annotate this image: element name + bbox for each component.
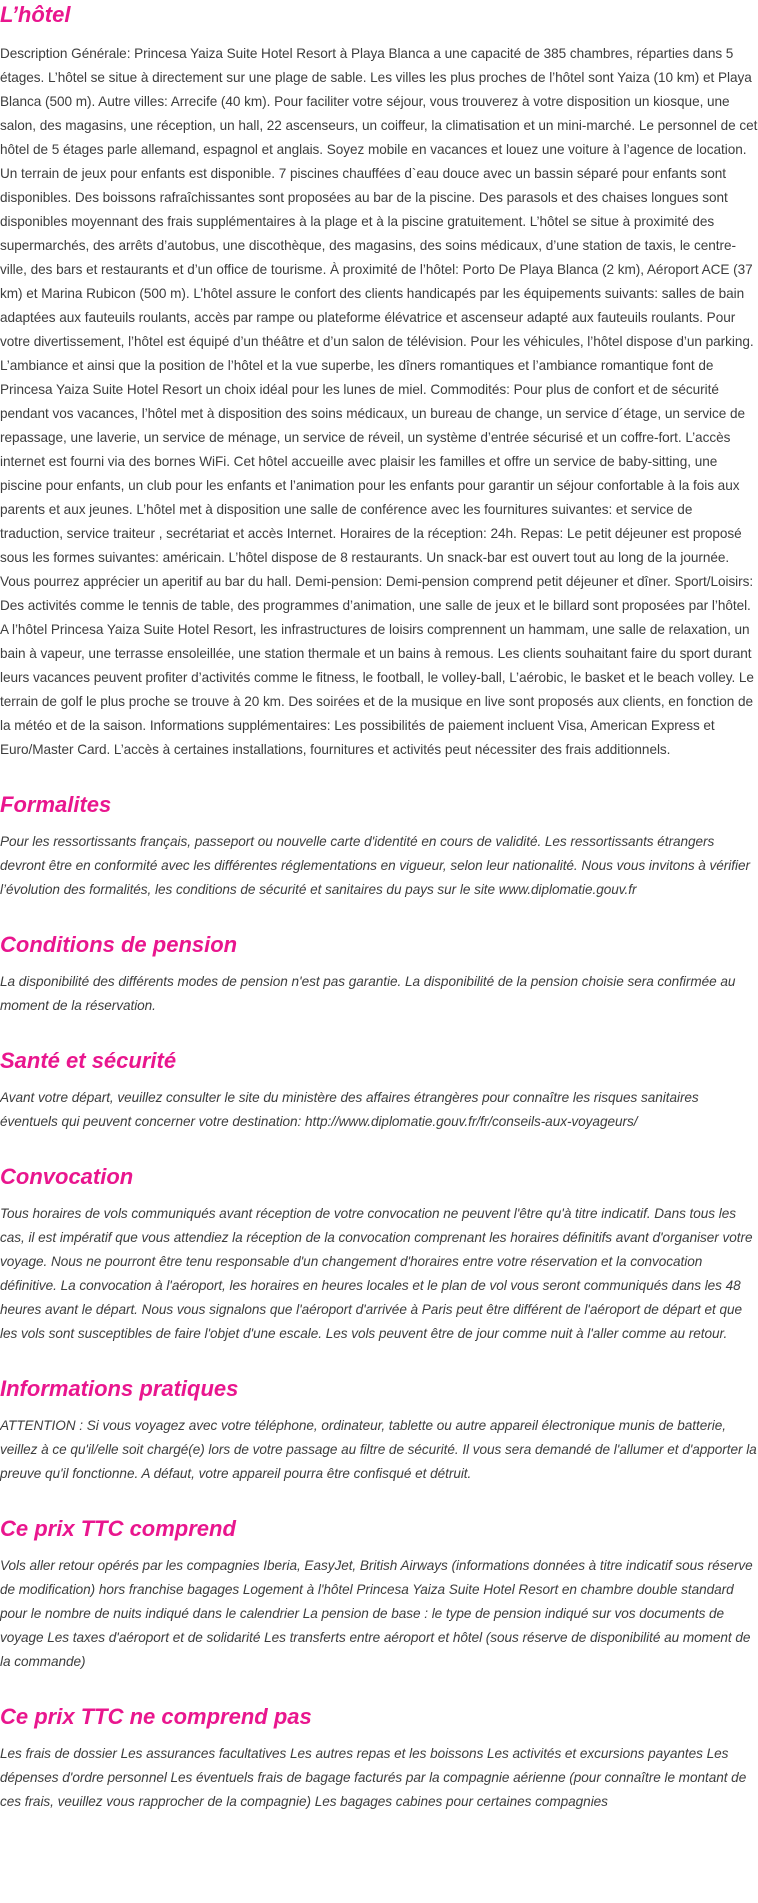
- section-body: ATTENTION : Si vous voyagez avec votre téléphone, ordinateur, tablette ou autre appareil électronique munis de batterie, veillez à ce qu'il/elle soit chargé(e) lors de votre passage au filtre de sécurité. Il vous sera demandé de l'allumer et d'apporter la preuve qu'il fonctionne. A défaut, votre appareil pourra être confisqué et détruit.: [0, 1418, 757, 1481]
- section-prix-comprend: [0, 1514, 758, 1674]
- section-title: Santé et sécurité: [0, 1048, 177, 1073]
- section-title: Ce prix TTC ne comprend pas: [0, 1704, 312, 1729]
- section-body: Avant votre départ, veuillez consulter le site du ministère des affaires étrangères pour connaître les risques sanitaires éventuels qui peuvent concerner votre destination: http://www.diplomatie.gouv.fr/fr/conseils-aux-voyageurs/: [0, 1090, 699, 1129]
- section-title: Convocation: [0, 1164, 134, 1189]
- section-body: Pour les ressortissants français, passeport ou nouvelle carte d'identité en cours de validité. Les ressortissants étrangers devront être en conformité avec les différentes réglementations en vigueur, selon leur nationalité. Nous vous invitons à vérifier l’évolution des formalités, les conditions de sécurité et sanitaires du pays sur le site www.diplomatie.gouv.fr: [0, 834, 750, 897]
- section-title: Formalites: [0, 792, 112, 817]
- section-prix-ne-comprend-pas: [0, 1702, 758, 1814]
- section-body: Les frais de dossier Les assurances facultatives Les autres repas et les boissons Les activités et excursions payantes Les dépenses d'ordre personnel Les éventuels frais de bagage facturés par la compagnie aérienne (pour connaître le montant de ces frais, veuillez vous rapprocher de la compagnie) Les bagages cabines pour certaines compagnies: [0, 1746, 747, 1809]
- section-body: Vols aller retour opérés par les compagnies Iberia, EasyJet, British Airways (informations données à titre indicatif sous réserve de modification) hors franchise bagages Logement à l'hôtel Princesa Yaiza Suite Hotel Resort en chambre double standard pour le nombre de nuits indiqué dans le calendrier La pension de base : le type de pension indiqué sur vos documents de voyage Les taxes d'aéroport et de solidarité Les transferts entre aéroport et hôtel (sous réserve de disponibilité au moment de la commande): [0, 1558, 753, 1669]
- section-body: Tous horaires de vols communiqués avant réception de votre convocation ne peuvent l'être qu'à titre indicatif. Dans tous les cas, il est impératif que vous attendiez la réception de la convocation comprenant les horaires définitifs avant d'organiser votre voyage. Nous ne pourront être tenu responsable d'un changement d'horaires entre votre réservation et la convocation définitive. La convocation à l'aéroport, les horaires en heures locales et le plan de vol vous seront communiqués dans les 48 heures avant le départ. Nous vous signalons que l'aéroport d'arrivée à Paris peut être différent de l'aéroport de départ et que les vols sont susceptibles de faire l'objet d'une escale. Les vols peuvent être de jour comme nuit à l'aller comme au retour.: [0, 1206, 753, 1341]
- section-body: La disponibilité des différents modes de pension n'est pas garantie. La disponibilité de la pension choisie sera confirmée au moment de la réservation.: [0, 974, 736, 1013]
- section-sante-securite: [0, 1046, 758, 1134]
- section-formalites: [0, 790, 758, 902]
- section-title: Ce prix TTC comprend: [0, 1516, 236, 1541]
- section-informations-pratiques: [0, 1374, 758, 1486]
- section-title: Conditions de pension: [0, 932, 238, 957]
- section-conditions-pension: [0, 930, 758, 1018]
- section-convocation: [0, 1162, 758, 1346]
- section-hotel: [0, 0, 758, 762]
- section-title: Informations pratiques: [0, 1376, 239, 1401]
- section-body: Description Générale: Princesa Yaiza Suite Hotel Resort à Playa Blanca a une capacité de 385 chambres, réparties dans 5 étages. L’hôtel se situe à directement sur une plage de sable. Les villes les plus proches de l’hôtel sont Yaiza (10 km) et Playa Blanca (500 m). Autre villes: Arrecife (40 km). Pour faciliter votre séjour, vous trouverez à votre disposition un kiosque, une salon, des magasins, une réception, un hall, 22 ascenseurs, un coiffeur, la climatisation et un mini-marché. Le personnel de cet hôtel de 5 étages parle allemand, espagnol et anglais. Soyez mobile en vacances et louez une voiture à l’agence de location. Un terrain de jeux pour enfants est disponible. 7 piscines chauffées d`eau douce avec un bassin séparé pour enfants sont disponibles. Des boissons rafraîchissantes sont proposées au bar de la piscine. Des parasols et des chaises longues sont disponibles moyennant des frais supplémentaires à la plage et à la piscine gratuitement. L’hôtel se situe à proximité des supermarchés, des arrêts d’autobus, une discothèque, des magasins, des soins médicaux, d’une station de taxis, le centre-ville, des bars et restaurants et d’un office de tourisme. À proximité de l’hôtel: Porto De Playa Blanca (2 km), Aéroport ACE (37 km) et Marina Rubicon (500 m). L’hôtel assure le confort des clients handicapés par les équipements suivants: salles de bain adaptées aux fauteuils roulants, accès par rampe ou plateforme élévatrice et ascenseur adapté aux fauteuils roulants. Pour votre divertissement, l’hôtel est équipé d’un théâtre et d’un salon de télévision. Pour les véhicules, l’hôtel dispose d’un parking. L’ambiance et ainsi que la position de l’hôtel et la vue superbe, les dîners romantiques et l’ambiance romantique font de Princesa Yaiza Suite Hotel Resort un choix idéal pour les lunes de miel. Commodités: Pour plus de confort et de sécurité pendant vos vacances, l’hôtel met à disposition des soins médicaux, un bureau de change, un service d´étage, un service de repassage, une laverie, un service de ménage, un service de réveil, un système d’entrée sécurisé et un coffre-fort. L’accès internet est fourni via des bornes WiFi. Cet hôtel accueille avec plaisir les familles et offre un service de baby-sitting, une piscine pour enfants, un club pour les enfants et l’animation pour les enfants pour garantir un séjour confortable à la fois aux parents et aux jeunes. L’hôtel met à disposition une salle de conférence avec les fournitures suivantes: et service de traduction, service traiteur , secrétariat et accès Internet. Horaires de la réception: 24h. Repas: Le petit déjeuner est proposé sous les formes suivantes: américain. L’hôtel dispose de 8 restaurants. Un snack-bar est ouvert tout au long de la journée. Vous pourrez apprécier un aperitif au bar du hall. Demi-pension: Demi-pension comprend petit déjeuner et dîner. Sport/Loisirs: Des activités comme le tennis de table, des programmes d’animation, une salle de jeux et le billard sont proposées par l’hôtel. A l’hôtel Princesa Yaiza Suite Hotel Resort, les infrastructures de loisirs comprennent un hammam, une salle de relaxation, un bain à vapeur, une terrasse ensoleillée, une station thermale et un bains à remous. Les clients souhaitant faire du sport durant leurs vacances peuvent profiter d’activités comme le fitness, le football, le volley-ball, L’aérobic, le basket et le beach volley. Le terrain de golf le plus proche se trouve à 20 km. Des soirées et de la musique en live sont proposés aux clients, en fonction de la météo et de la saison. Informations supplémentaires: Les possibilités de paiement incluent Visa, American Express et Euro/Master Card. L’accès à certaines installations, fournitures et activités peut nécessiter des frais additionnels.: [0, 46, 758, 757]
- section-title: L’hôtel: [0, 2, 71, 27]
